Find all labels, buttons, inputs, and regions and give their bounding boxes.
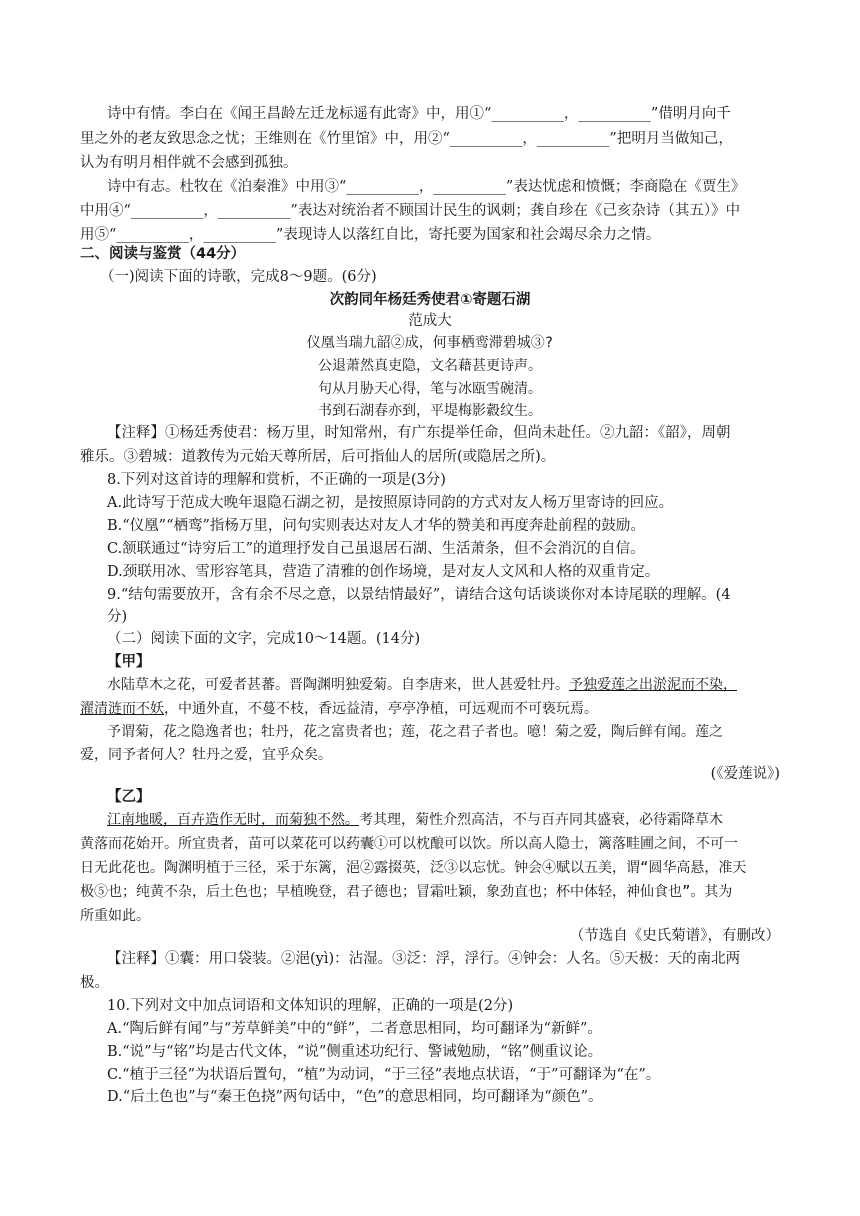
underlined-sentence: 江南地暖，百卉造作无时，而菊独不然。 — [107, 812, 359, 828]
question-9-stem-cont: 分) — [107, 609, 128, 625]
poem-line: 书到石湖春亦到，平堤梅影縠纹生。 — [318, 403, 542, 419]
question-10-option-a: A.“陶后鲜有闻”与“芳草鲜美”中的“鲜”，二者意思相同，均可翻译为“新鲜”。 — [107, 1021, 602, 1037]
question-10-option-b: B.“说”与“铭”均是古代文体，“说”侧重述功纪行、警诫勉励，“铭”侧重议论。 — [107, 1044, 603, 1060]
passage-jia-line: 爱，同予者何人？牡丹之爱，宜乎众矣。 — [80, 747, 332, 763]
poem-line: 句从月胁天心得，笔与冰瓯雪碗清。 — [318, 381, 542, 397]
question-9-stem: 9.“结句需要放开，含有余不尽之意，以景结情最好”，请结合这句话谈谈你对本诗尾联的理解。(4 — [107, 587, 731, 603]
fill-blank-line: 中用④“__________，__________”表达对统治者不顾国计民生的讽刺；龚自珍在《己亥杂诗（其五）》中 — [80, 203, 741, 219]
passage-yi-line — [107, 809, 723, 831]
underlined-sentence: 濯清涟而不妖 — [80, 701, 164, 717]
poem-author: 范成大 — [408, 313, 452, 329]
passage-note-line: 极。 — [80, 975, 109, 991]
question-8-stem: 8.下列对这首诗的理解和赏析，不正确的一项是(3分) — [107, 472, 446, 488]
fill-blank-line: 诗中有志。杜牧在《泊秦淮》中用③“__________，__________”表达忧虑和愤慨；李商隐在《贾生》 — [107, 179, 746, 195]
section-heading: 二、阅读与鉴赏（44分） — [80, 246, 246, 262]
passage-text: 水陆草木之花，可爱者甚蕃。晋陶渊明独爱菊。自李唐来，世人甚爱牡丹。 — [107, 677, 569, 693]
question-8-option-a: A.此诗写于范成大晚年退隐石湖之初，是按照原诗同韵的方式对友人杨万里寄诗的回应。 — [107, 495, 674, 511]
question-8-option-b: B.“仪凰”“栖鸾”指杨万里，问句实则表达对友人才华的赞美和再度奔赴前程的鼓励。 — [107, 518, 645, 534]
passage-yi-line: 黄落而花始开。所宜贵者，苗可以菜花可以药囊①可以枕酿可以饮。所以高人隐士，篱落畦圃之间，不可一 — [80, 836, 738, 852]
question-10-stem: 10.下列对文中加点词语和文体知识的理解，正确的一项是(2分) — [107, 998, 514, 1014]
passage-note-line: 【注释】①囊：用口袋装。②浥(yì)：沾湿。③泛：浮，浮行。④钟会：人名。⑤天极：天的南北两 — [107, 951, 741, 967]
question-10-option-c: C.“植于三径”为状语后置句，“植”为动词，“于三径”表地点状语，“于”可翻译为“在”。 — [107, 1067, 661, 1083]
fill-blank-line: 用⑤“__________，__________”表现诗人以落红自比，寄托要为国家和社会竭尽余力之情。 — [80, 227, 661, 243]
passage-jia-line: 予谓菊，花之隐逸者也；牡丹，花之富贵者也；莲，花之君子者也。噫！菊之爱，陶后鲜有闻。莲之 — [107, 724, 723, 740]
passage-yi-line: 所重如此。 — [80, 908, 150, 924]
passage-text: ，中通外直，不蔓不枝，香远益清，亭亭净植，可远观而不可亵玩焉。 — [164, 701, 598, 717]
fill-blank-line: 里之外的老友致思念之忧；王维则在《竹里馆》中，用②“__________，__________”把明月当做知己， — [80, 131, 733, 147]
fill-blank-line: 认为有明月相伴就不会感到孤独。 — [80, 155, 298, 171]
passage-yi-source: （节选自《史氏菊谱》，有删改） — [569, 928, 780, 944]
passage-yi-line: 极⑤也；纯黄不杂，后土色也；早植晚登，君子德也；冒霜吐颖，象劲直也；杯中体轻，神仙食也”。其为 — [80, 884, 733, 900]
poem-line: 公退萧然真吏隐，文名藉甚更诗声。 — [318, 358, 542, 374]
question-10-option-d: D.“后土色也”与“秦王色挠”两句话中，“色”的意思相同，均可翻译为“颜色”。 — [107, 1089, 603, 1105]
part2-intro: （二）阅读下面的文字，完成10～14题。(14分) — [107, 631, 421, 647]
poem-line: 仪凰当瑞九韶②成，何事栖鸾滞碧城③? — [306, 335, 554, 351]
poem-title: 次韵同年杨廷秀使君①寄题石湖 — [329, 292, 531, 308]
poem-note-line: 【注释】①杨廷秀使君：杨万里，时知常州，有广东提举任命，但尚未赴任。②九韶：《韶》，周朝 — [107, 425, 731, 441]
passage-jia-line — [80, 698, 598, 720]
underlined-sentence: 予独爱莲之出淤泥而不染， — [569, 677, 737, 693]
passage-text: 考其理，菊性介烈高洁，不与百卉同其盛衰，必待霜降草木 — [359, 812, 723, 828]
poem-note-line: 雅乐。③碧城：道教传为元始天尊所居，后可指仙人的居所(或隐居之所)。 — [80, 449, 556, 465]
passage-jia-line — [107, 674, 737, 696]
passage-jia-label: 【甲】 — [107, 654, 151, 670]
question-8-option-d: D.颈联用冰、雪形容笔具，营造了清雅的创作场境，是对友人文风和人格的双重肯定。 — [107, 564, 660, 580]
passage-yi-line: 日无此花也。陶渊明植于三径，采于东篱，浥②露掇英，泛③以忘忧。钟会④赋以五美，谓“圆华高悬，准天 — [80, 860, 747, 876]
passage-jia-source: (《爱莲说》) — [710, 766, 780, 782]
question-8-option-c: C.颔联通过“诗穷后工”的道理抒发自己虽退居石湖、生活萧条，但不会消沉的自信。 — [107, 541, 645, 557]
fill-blank-line: 诗中有情。李白在《闻王昌龄左迁龙标遥有此寄》中，用①“__________，__________”借明月向千 — [107, 106, 731, 122]
part1-intro: （一)阅读下面的诗歌，完成8～9题。(6分) — [100, 269, 377, 285]
passage-yi-label: 【乙】 — [107, 789, 151, 805]
